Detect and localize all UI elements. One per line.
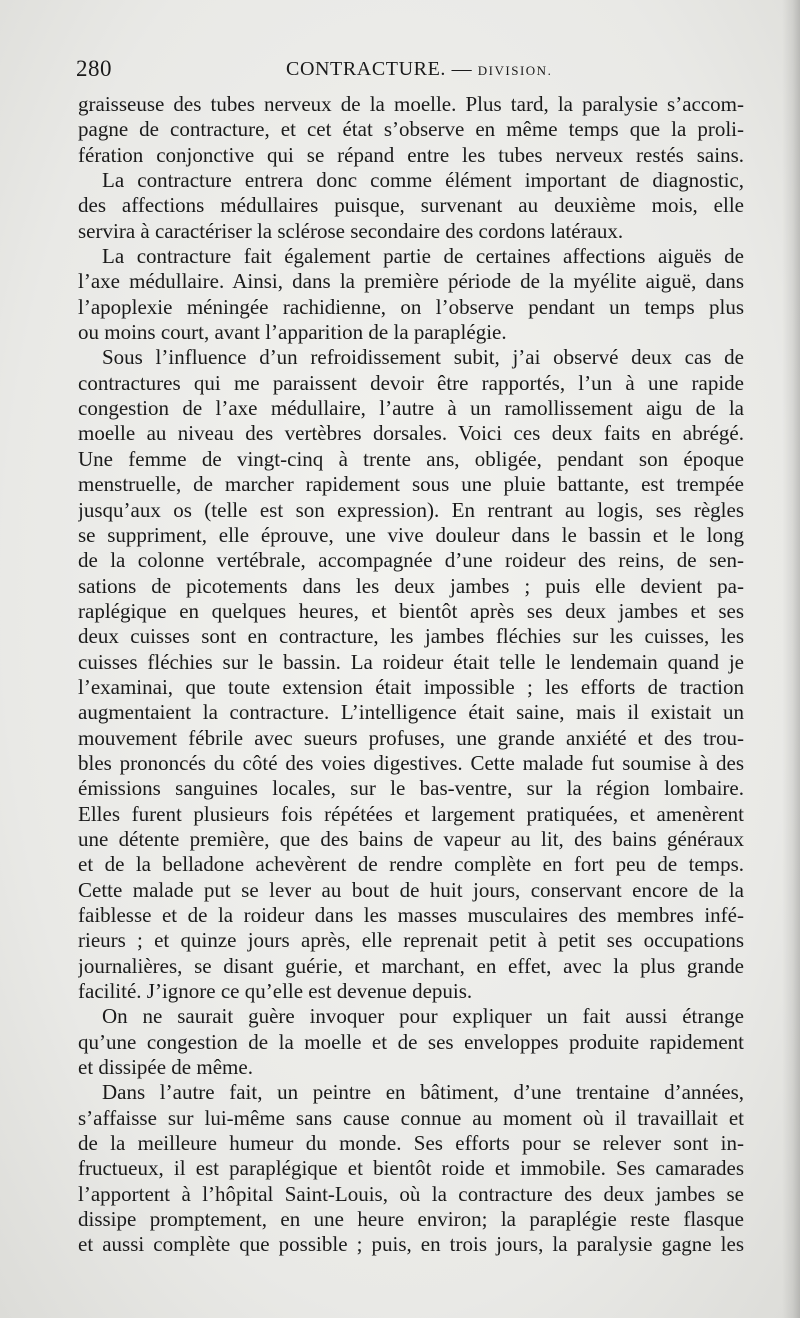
text-line: pagne de contracture, et cet état s’observe en même temps que la proli- — [78, 117, 744, 142]
body-text — [78, 92, 744, 1258]
text-line: et dissipée de même. — [78, 1055, 253, 1080]
text-line: contractures qui me paraissent devoir être rapportés, l’un à une rapide — [78, 370, 744, 395]
text-line: de la meilleure humeur du monde. Ses efforts pour se relever sont in- — [78, 1131, 744, 1156]
text-line: de la colonne vertébrale, accompagnée d’une roideur des reins, de sen- — [78, 548, 744, 573]
text-line: jusqu’aux os (telle est son expression). En rentrant au logis, ses règles — [78, 497, 744, 522]
text-line: congestion de l’axe médullaire, l’autre à un ramollissement aigu de la — [78, 396, 744, 421]
running-head-subtitle: DIVISION. — [477, 63, 553, 78]
text-line: faiblesse et de la roideur dans les masses musculaires des membres infé- — [78, 903, 744, 927]
text-line: ou moins court, avant l’apparition de la paraplégie. — [78, 320, 507, 345]
text-line: s’affaisse sur lui-même sans cause connue au moment où il travaillait et — [78, 1105, 744, 1130]
text-line: et de la belladone achevèrent de rendre complète en fort peu de temps. — [78, 852, 744, 877]
text-line: servira à caractériser la sclérose secondaire des cordons latéraux. — [78, 218, 624, 243]
text-line: moelle au niveau des vertèbres dorsales. Voici ces deux faits en abrégé. — [78, 421, 744, 446]
text-line: augmentaient la contracture. L’intelligence était saine, mais il existait un — [78, 700, 744, 725]
running-head-separator: — — [445, 58, 478, 80]
text-line: Dans l’autre fait, un peintre en bâtiment, d’une trentaine d’années, — [102, 1080, 744, 1105]
text-line: raplégique en quelques heures, et bientôt après ses deux jambes et ses — [78, 598, 744, 623]
running-head-title: CONTRACTURE. — [286, 58, 446, 80]
text-line: et aussi complète que possible ; puis, en trois jours, la paralysie gagne les — [78, 1232, 744, 1257]
text-line: se suppriment, elle éprouve, une vive douleur dans le bassin et le long — [78, 522, 744, 547]
text-line: Cette malade put se lever au bout de huit jours, conservant encore de la — [78, 877, 744, 902]
text-line: La contracture entrera donc comme élément important de diagnostic, — [102, 168, 744, 193]
text-line: l’apportent à l’hôpital Saint-Louis, où la contracture des deux jambes se — [78, 1181, 744, 1206]
text-line: qu’une congestion de la moelle et de ses enveloppes produite rapidement — [78, 1029, 744, 1054]
text-line: bles prononcés du côté des voies digestives. Cette malade fut soumise à des — [78, 750, 744, 775]
text-line: deux cuisses sont en contracture, les jambes fléchies sur les cuisses, les — [78, 624, 744, 649]
text-line: l’axe médullaire. Ainsi, dans la première période de la myélite aiguë, dans — [78, 269, 744, 294]
text-line: mouvement fébrile avec sueurs profuses, une grande anxiété et des trou- — [78, 725, 744, 750]
text-line: sations de picotements dans les deux jambes ; puis elle devient pa- — [78, 573, 744, 598]
text-line: La contracture fait également partie de certaines affections aiguës de — [102, 244, 744, 269]
text-line: journalières, se disant guérie, et marchant, en effet, avec la plus grande — [78, 953, 744, 978]
text-line: l’examinai, que toute extension était impossible ; les efforts de traction — [78, 674, 744, 699]
page-header — [76, 56, 744, 90]
text-line: une détente première, que des bains de vapeur au lit, des bains généraux — [78, 826, 744, 851]
text-line: Elles furent plusieurs fois répétées et largement pratiquées, et amenèrent — [78, 801, 744, 826]
running-head — [286, 58, 552, 81]
text-line: Sous l’influence d’un refroidissement subit, j’ai observé deux cas de — [102, 345, 744, 370]
text-line: menstruelle, de marcher rapidement sous une pluie battante, est trempée — [78, 472, 744, 497]
text-line: rieurs ; et quinze jours après, elle reprenait petit à petit ses occupations — [78, 928, 744, 953]
text-line: fération conjonctive qui se répand entre les tubes nerveux restés sains. — [78, 142, 744, 167]
text-line: graisseuse des tubes nerveux de la moelle. Plus tard, la paralysie s’accom- — [78, 92, 744, 116]
text-line: dissipe promptement, en une heure environ; la paraplégie reste flasque — [78, 1207, 744, 1232]
text-line: Une femme de vingt-cinq à trente ans, obligée, pendant son époque — [78, 446, 744, 471]
text-line: l’apoplexie méningée rachidienne, on l’observe pendant un temps plus — [78, 294, 744, 319]
text-line: des affections médullaires puisque, survenant au deuxième mois, elle — [78, 193, 744, 218]
page-number: 280 — [76, 56, 112, 81]
text-line: On ne saurait guère invoquer pour expliquer un fait aussi étrange — [102, 1004, 744, 1029]
text-line: facilité. J’ignore ce qu’elle est devenue depuis. — [78, 979, 473, 1004]
text-line: cuisses fléchies sur le bassin. La roideur était telle le lendemain quand je — [78, 649, 744, 674]
page-spine-shadow — [782, 0, 800, 1318]
text-line: fructueux, il est paraplégique et bientôt roide et immobile. Ses camarades — [78, 1156, 744, 1181]
text-line: émissions sanguines locales, sur le bas-ventre, sur la région lombaire. — [78, 776, 744, 801]
